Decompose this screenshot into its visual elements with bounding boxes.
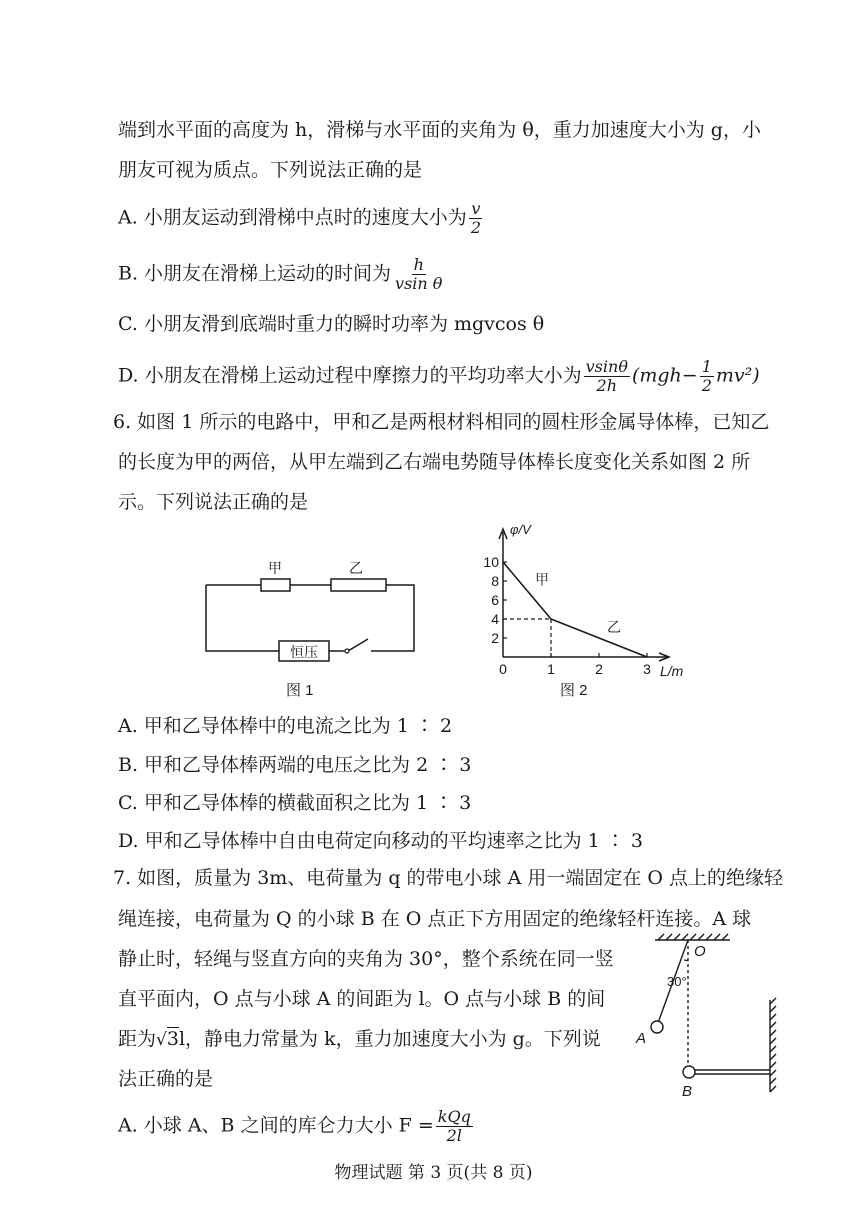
label-b: B [682, 1083, 693, 1100]
q5-option-d: D. 小朋友在滑梯上运动过程中摩擦力的平均功率大小为 $\frac{vsin\theta}{2h}$ (mgh− $\frac{1}{2}$ mv²) [118, 357, 760, 395]
label-yi: 乙 [349, 560, 363, 576]
ball-a [651, 1021, 663, 1033]
x-tick-label: 0 [499, 661, 507, 677]
y-axis-label: φ/V [510, 522, 531, 537]
figure2-caption: 图 2 [560, 682, 588, 699]
y-tick-label: 6 [491, 592, 499, 608]
y-tick-label: 2 [491, 630, 499, 646]
q5-stem-line2: 朋友可视为质点。下列说法正确的是 [118, 159, 423, 181]
ball-b [683, 1066, 695, 1078]
label-o: O [694, 943, 706, 960]
q6-stem-line1: 6. 如图 1 所示的电路中，甲和乙是两根材料相同的圆柱形金属导体棒，已知乙 [113, 411, 770, 433]
q7-option-a: A. 小球 A、B 之间的库仑力大小 F = $\frac{\text{kQq}}{2l}$ [118, 1107, 471, 1145]
series-label-yi: 乙 [607, 619, 621, 635]
resistor-yi [331, 579, 386, 591]
q5-option-c: C. 小朋友滑到底端时重力的瞬时功率为 mgvcos θ [118, 313, 545, 335]
q7-stem-line1: 7. 如图，质量为 3m、电荷量为 q 的带电小球 A 用一端固定在 O 点上的绝缘轻 [113, 867, 784, 889]
circuit-diagram [196, 555, 426, 670]
q6-option-a: A. 甲和乙导体棒中的电流之比为 1 ∶ 2 [118, 715, 453, 737]
ceiling-hatch [658, 934, 728, 940]
y-tick-label: 10 [483, 554, 499, 570]
pendulum-diagram [630, 930, 790, 1100]
y-tick-label: 8 [491, 573, 499, 589]
figure1-caption: 图 1 [286, 682, 314, 699]
q7-stem-line5: 距为√3l，静电力常量为 k，重力加速度大小为 g。下列说 [118, 1028, 601, 1050]
q5-option-a: A. 小朋友运动到滑梯中点时的速度大小为 $\frac{v}{2}$ [118, 199, 481, 237]
x-tick-label: 3 [643, 661, 651, 677]
q7-stem-line4: 直平面内，O 点与小球 A 的间距为 l。O 点与小球 B 的间 [118, 988, 606, 1010]
switch [348, 639, 368, 651]
q7-stem-line2: 绳连接，电荷量为 Q 的小球 B 在 O 点正下方用固定的绝缘轻杆连接。A 球 [118, 908, 752, 930]
x-axis-label: L/m [660, 663, 684, 679]
q6-option-b: B. 甲和乙导体棒两端的电压之比为 2 ∶ 3 [118, 754, 472, 776]
label-jia: 甲 [268, 560, 282, 576]
label-source: 恒压 [290, 644, 318, 660]
q6-option-d: D. 甲和乙导体棒中自由电荷定向移动的平均速率之比为 1 ∶ 3 [118, 830, 643, 852]
label-angle: 30° [667, 974, 687, 989]
q5-option-b: B. 小朋友在滑梯上运动的时间为 $\frac{h}{\text{vsin θ}}$ [118, 255, 443, 293]
circuit-wire-left [206, 585, 279, 651]
series-label-jia: 甲 [535, 571, 549, 588]
page-footer: 物理试题 第 3 页(共 8 页) [334, 1163, 533, 1183]
x-tick-label: 2 [595, 661, 603, 677]
potential-chart [470, 518, 700, 688]
q6-option-c: C. 甲和乙导体棒的横截面积之比为 1 ∶ 3 [118, 792, 472, 814]
q7-stem-line3: 静止时，轻绳与竖直方向的夹角为 30°，整个系统在同一竖 [118, 948, 614, 970]
q6-stem-line3: 示。下列说法正确的是 [118, 491, 309, 513]
q5-stem-line1: 端到水平面的高度为 h，滑梯与水平面的夹角为 θ，重力加速度大小为 g，小 [118, 119, 761, 141]
q7-stem-line6: 法正确的是 [118, 1068, 214, 1090]
wall-hatch [770, 998, 776, 1092]
series-line-yi [551, 619, 647, 657]
label-a: A [636, 1030, 647, 1047]
resistor-jia [261, 579, 290, 591]
y-tick-label: 4 [491, 611, 499, 627]
x-tick-label: 1 [547, 661, 555, 677]
q6-stem-line2: 的长度为甲的两倍，从甲左端到乙右端电势随导体棒长度变化关系如图 2 所 [118, 451, 751, 473]
